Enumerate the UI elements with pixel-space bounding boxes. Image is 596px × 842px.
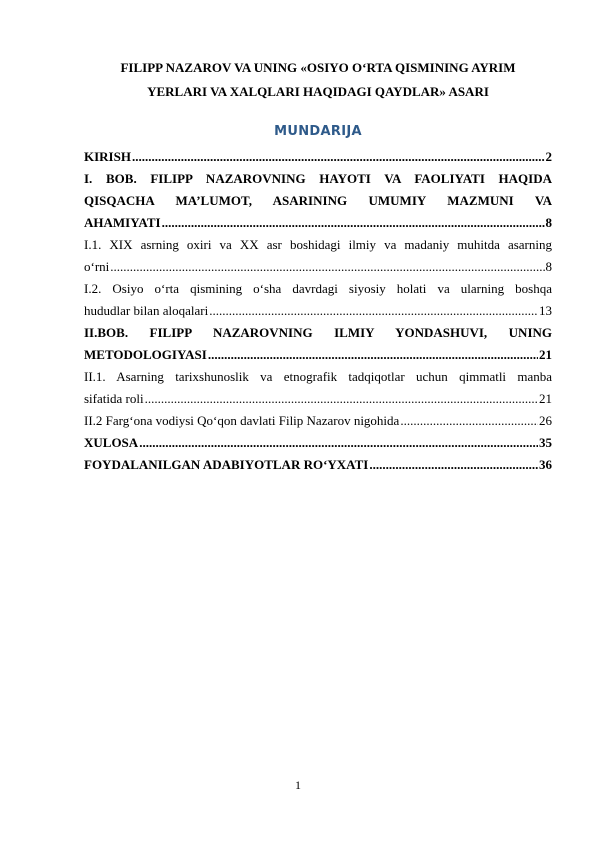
toc-page-number: 8 [545, 259, 552, 274]
toc-page-number: 8 [545, 215, 552, 230]
toc-dot-leader [208, 344, 538, 366]
toc-entry[interactable] [84, 278, 552, 322]
toc-dot-leader [209, 300, 538, 322]
page-number: 1 [295, 778, 301, 792]
toc-entry[interactable] [84, 146, 552, 168]
toc-entry-text: hududlar bilan aloqalari [84, 303, 209, 318]
toc-dot-leader [110, 256, 544, 278]
toc-entry-text: METODOLOGIYASI [84, 347, 207, 362]
toc-dot-leader [400, 410, 538, 432]
toc-entry-line: II.BOB. FILIPP NAZAROVNING ILMIY YONDASHUVI, UNING [84, 325, 552, 340]
toc-dot-leader [145, 388, 538, 410]
toc-page-number: 21 [539, 391, 552, 406]
toc-page-number: 2 [545, 149, 552, 164]
document-title-line-2: YERLARI VA XALQLARI HAQIDAGI QAYDLAR» ASARI [147, 84, 489, 99]
toc-entry-text: II.2 Farg‘ona vodiysi Qo‘qon davlati Filip Nazarov nigohida [84, 413, 400, 428]
toc-entry-line: I.1. XIX asrning oxiri va XX asr boshidagi ilmiy va madaniy muhitda asarning [84, 237, 552, 252]
toc-entry-line: II.1. Asarning tarixshunoslik va etnografik tadqiqotlar uchun qimmatli manba [84, 369, 552, 384]
toc-page-number: 35 [539, 435, 552, 450]
toc-entry[interactable] [84, 234, 552, 278]
document-title [84, 56, 552, 104]
toc-page-number: 21 [539, 347, 552, 362]
toc-entry-text: FOYDALANILGAN ADABIYOTLAR RO‘YXATI [84, 457, 369, 472]
toc-entry[interactable] [84, 168, 552, 234]
toc-dot-leader [132, 146, 545, 168]
toc-entry-last-line [84, 146, 552, 168]
toc-dot-leader [369, 454, 538, 476]
toc-entry-text: o‘rni [84, 259, 110, 274]
toc-entry-text: sifatida roli [84, 391, 144, 406]
document-title-line-1: FILIPP NAZAROV VA UNING «OSIYO O‘RTA QISMINING AYRIM [120, 60, 516, 75]
toc-entry-last-line [84, 212, 552, 234]
toc-entry[interactable] [84, 322, 552, 366]
toc-entry-text: AHAMIYATI [84, 215, 161, 230]
toc-entry-text: XULOSA [84, 435, 139, 450]
toc-entry[interactable] [84, 366, 552, 410]
toc-entry-last-line [84, 432, 552, 454]
toc-entry-line: I. BOB. FILIPP NAZAROVNING HAYOTI VA FAOLIYATI HAQIDA [84, 171, 552, 186]
toc-dot-leader [162, 212, 545, 234]
toc-entry-line: QISQACHA MA’LUMOT, ASARINING UMUMIY MAZMUNI VA [84, 193, 552, 208]
toc-entry-line: I.2. Osiyo o‘rta qismining o‘sha davrdagi siyosiy holati va ularning boshqa [84, 281, 552, 296]
toc-entry-last-line [84, 388, 552, 410]
toc-entry-last-line [84, 454, 552, 476]
toc-heading: MUNDARIJA [274, 124, 362, 139]
toc-page-number: 36 [539, 457, 552, 472]
toc-page-number: 26 [539, 413, 552, 428]
toc-entry-last-line [84, 410, 552, 432]
toc-dot-leader [139, 432, 538, 454]
toc-entry-last-line [84, 256, 552, 278]
toc-entry[interactable] [84, 432, 552, 454]
toc-page-number: 13 [539, 303, 552, 318]
table-of-contents [84, 146, 552, 476]
toc-entry-text: KIRISH [84, 149, 131, 164]
toc-entry[interactable] [84, 454, 552, 476]
toc-entry[interactable] [84, 410, 552, 432]
toc-entry-last-line [84, 344, 552, 366]
toc-entry-last-line [84, 300, 552, 322]
